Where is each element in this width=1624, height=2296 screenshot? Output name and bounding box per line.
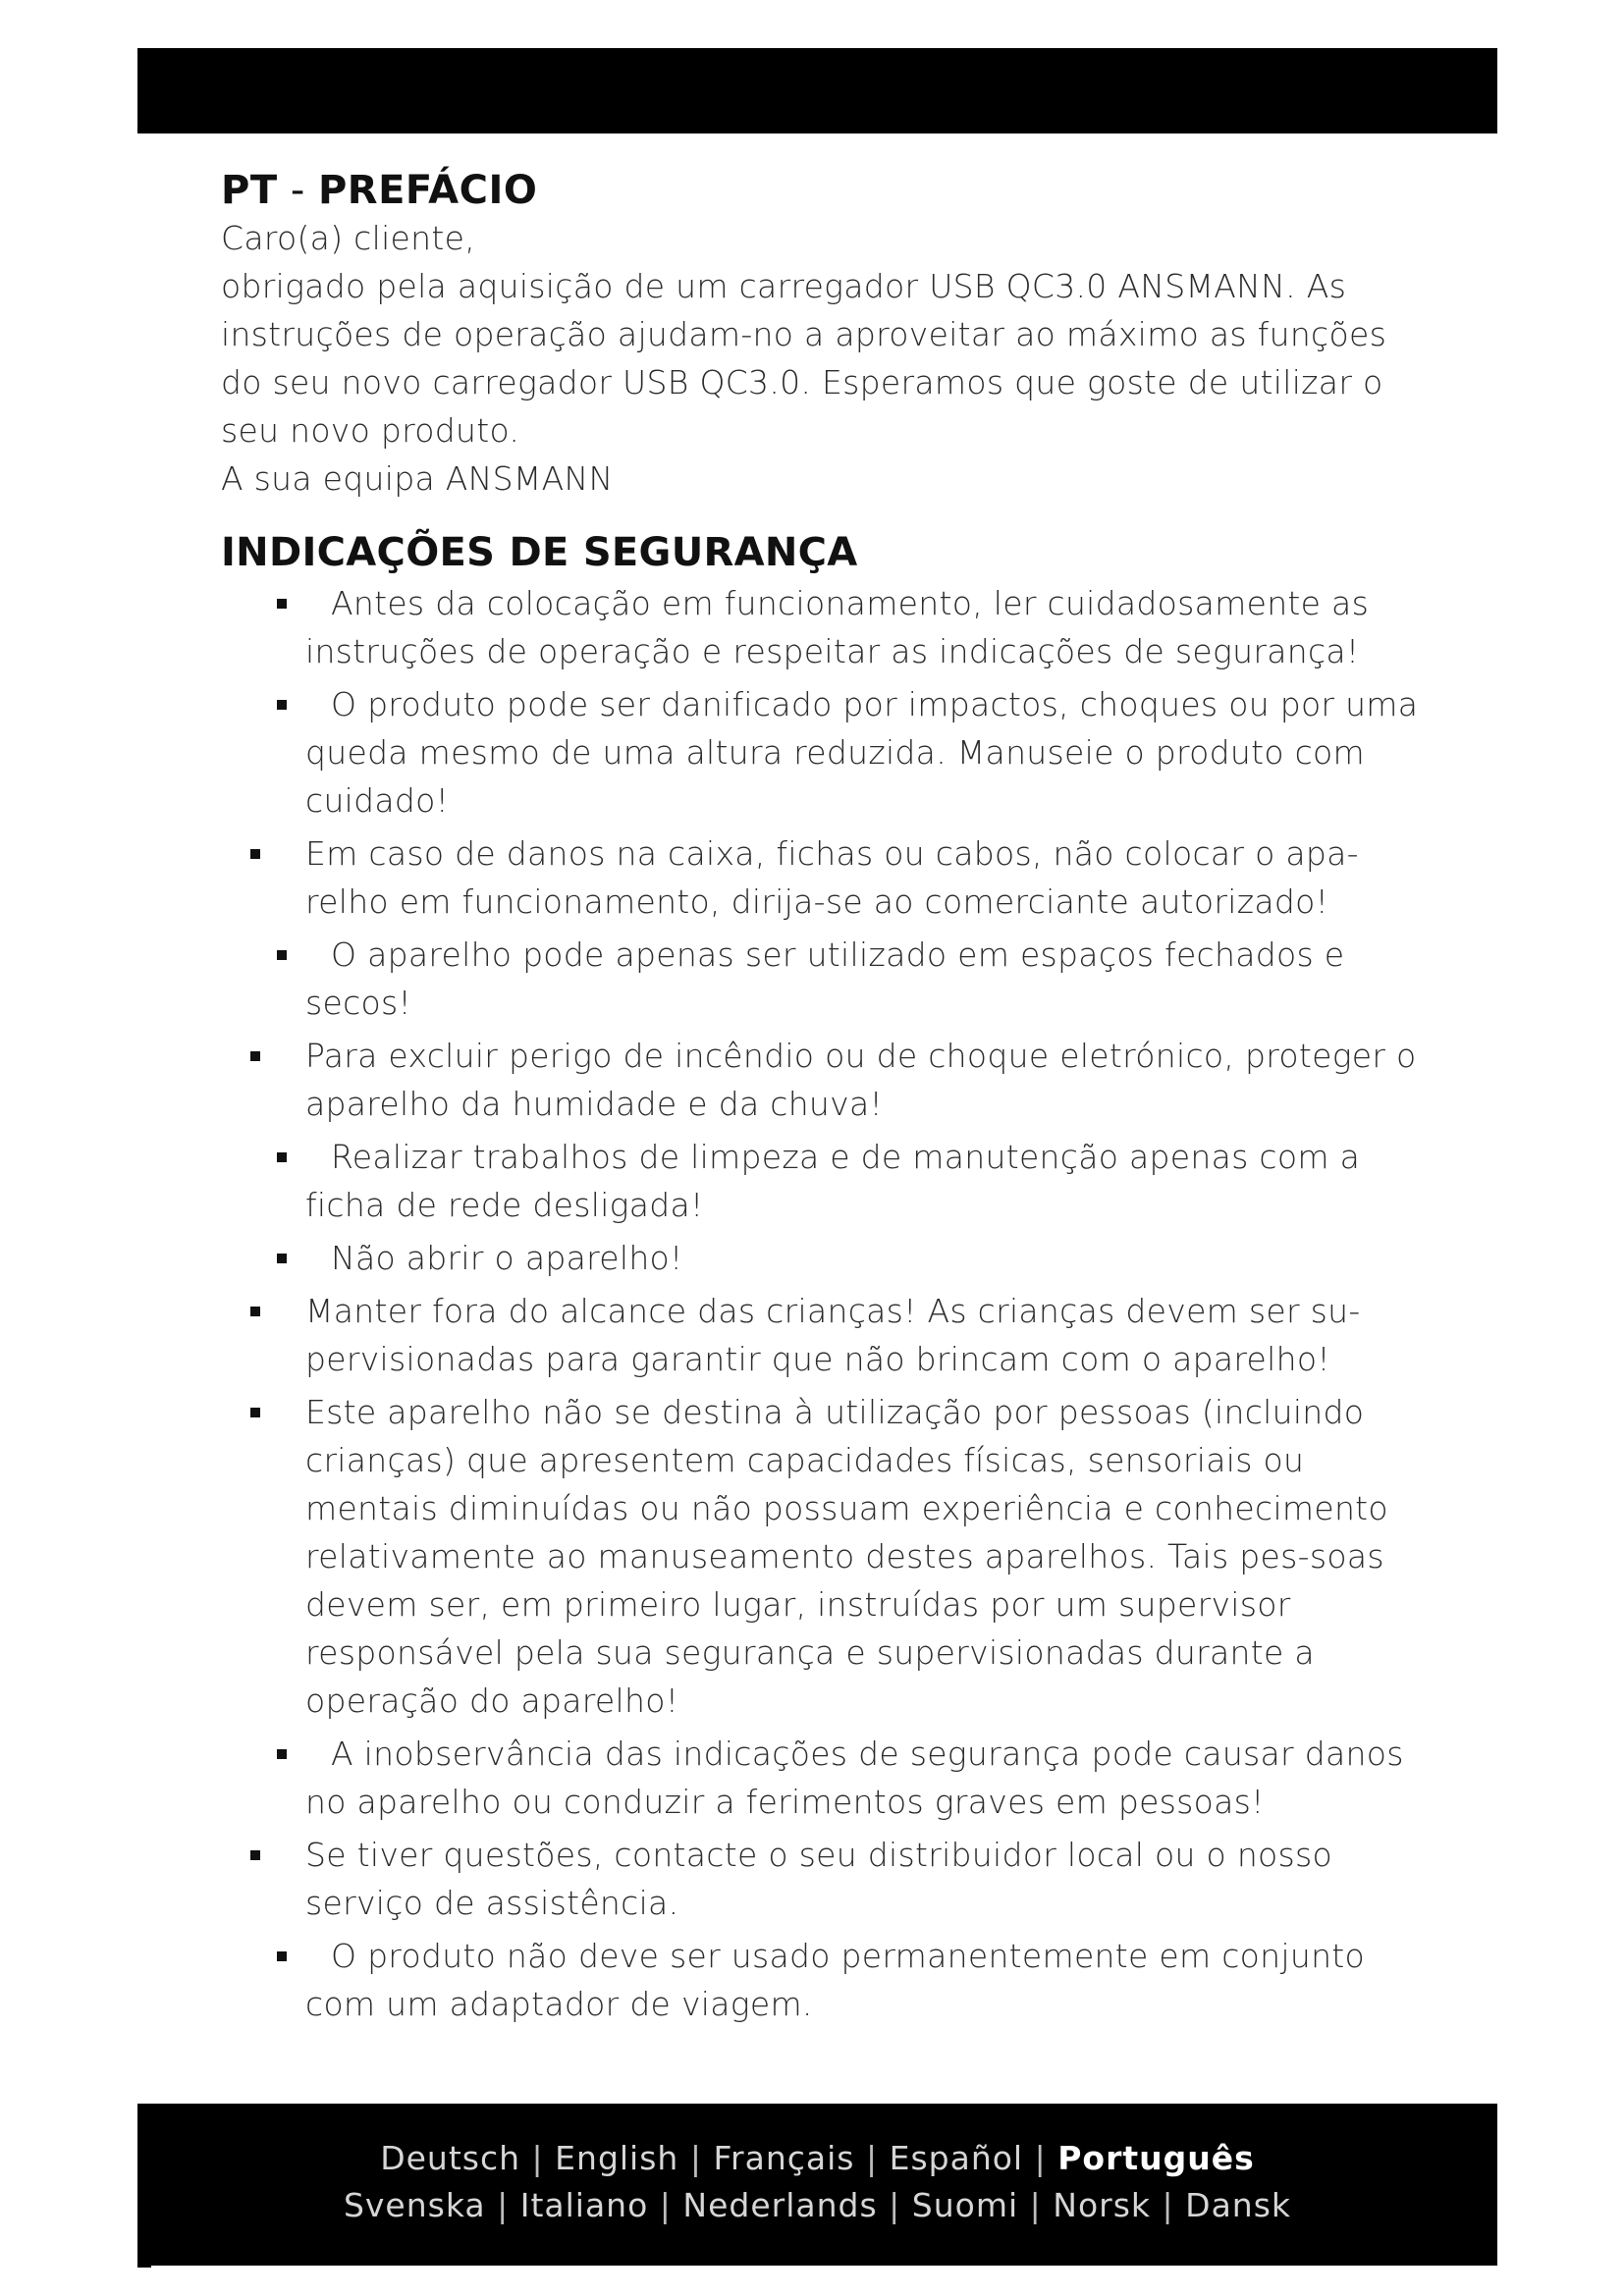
preface-line: instruções de operação ajudam-no a aproveitar ao máximo as funções [221, 315, 1387, 353]
bullet-icon [277, 1951, 287, 1961]
list-item: Se tiver questões, contacte o seu distribuidor local ou o nosso serviço de assistência. [221, 1831, 1438, 1927]
language-link-suomi[interactable]: Suomi [911, 2186, 1019, 2224]
separator: | [689, 2139, 702, 2177]
language-link-svenska[interactable]: Svenska [343, 2186, 486, 2224]
language-link-deutsch[interactable]: Deutsch [380, 2139, 521, 2177]
header-bar [137, 48, 1497, 133]
crop-mark [137, 2258, 151, 2268]
preface-text [221, 214, 1438, 503]
bullet-icon [277, 700, 287, 710]
language-row [137, 2137, 1497, 2180]
language-link-espanol[interactable]: Español [889, 2139, 1024, 2177]
separator: | [889, 2186, 901, 2224]
preface-signature: A sua equipa ANSMANN [221, 459, 614, 498]
list-item: Em caso de danos na caixa, fichas ou cabos, não colocar o apa-relho em funcionamento, dirija-se ao comerciante autorizado! [221, 829, 1438, 926]
safety-list [221, 579, 1438, 2028]
preface-line: obrigado pela aquisição de um carregador USB QC3.0 ANSMANN. As [221, 267, 1347, 305]
section-title-text: PREFÁCIO [317, 168, 538, 213]
list-item: Não abrir o aparelho! [221, 1234, 1438, 1282]
language-link-english[interactable]: English [555, 2139, 679, 2177]
bullet-icon [250, 1051, 260, 1061]
separator: | [1029, 2186, 1042, 2224]
language-link-italiano[interactable]: Italiano [519, 2186, 649, 2224]
bullet-icon [250, 849, 260, 859]
language-link-dansk[interactable]: Dansk [1185, 2186, 1292, 2224]
list-item: Manter fora do alcance das crianças! As crianças devem ser su-pervisionadas para garantir que não brincam com o aparelho! [221, 1287, 1438, 1383]
bullet-icon [277, 1152, 287, 1162]
bullet-icon [250, 1307, 260, 1316]
language-row [137, 2184, 1497, 2227]
bullet-icon [277, 950, 287, 960]
bullet-icon [250, 1850, 260, 1860]
list-item: Para excluir perigo de incêndio ou de choque eletrónico, proteger o aparelho da humidade e da chuva! [221, 1032, 1438, 1128]
list-item: O aparelho pode apenas ser utilizado em espaços fechados e secos! [221, 931, 1438, 1027]
language-footer [137, 2104, 1497, 2266]
bullet-icon [250, 1408, 260, 1417]
list-item: Antes da colocação em funcionamento, ler cuidadosamente as instruções de operação e respeitar as indicações de segurança! [221, 579, 1438, 675]
list-item: Realizar trabalhos de limpeza e de manutenção apenas com a ficha de rede desligada! [221, 1133, 1438, 1229]
language-link-norsk[interactable]: Norsk [1053, 2186, 1152, 2224]
separator: | [1162, 2186, 1174, 2224]
list-item: O produto pode ser danificado por impactos, choques ou por uma queda mesmo de uma altura reduzida. Manuseie o produto com cuidado! [221, 680, 1438, 825]
separator: | [1034, 2139, 1047, 2177]
safety-heading: INDICAÇÕES DE SEGURANÇA [221, 530, 858, 575]
list-item: O produto não deve ser usado permanentemente em conjunto com um adaptador de viagem. [221, 1932, 1438, 2028]
separator: | [531, 2139, 544, 2177]
language-link-portugues[interactable]: Português [1057, 2139, 1255, 2177]
preface-line: do seu novo carregador USB QC3.0. Esperamos que goste de utilizar o [221, 363, 1383, 401]
language-link-nederlands[interactable]: Nederlands [682, 2186, 878, 2224]
separator: | [659, 2186, 672, 2224]
separator: | [497, 2186, 510, 2224]
section-code: PT [221, 168, 278, 213]
list-item: Este aparelho não se destina à utilização por pessoas (incluindo crianças) que apresentem capacidades físicas, sensoriais ou mentais diminuídas ou não possuam experiência e conhecimento relativamente ao manuseamento destes aparelhos. Tais pes-soas devem ser, em primeiro lugar, instruídas por um supervisor responsável pela sua segurança e supervisionadas durante a operação do aparelho! [221, 1388, 1438, 1725]
section-title [221, 167, 1438, 214]
language-link-francais[interactable]: Français [713, 2139, 855, 2177]
separator: | [865, 2139, 879, 2177]
preface-line: Caro(a) cliente, [221, 219, 475, 257]
preface-line: seu novo produto. [221, 411, 520, 450]
bullet-icon [277, 1254, 287, 1263]
document-body [221, 167, 1438, 2033]
list-item: A inobservância das indicações de segurança pode causar danos no aparelho ou conduzir a ferimentos graves em pessoas! [221, 1730, 1438, 1826]
bullet-icon [277, 599, 287, 609]
section-dash: - [277, 168, 318, 213]
bullet-icon [277, 1749, 287, 1759]
